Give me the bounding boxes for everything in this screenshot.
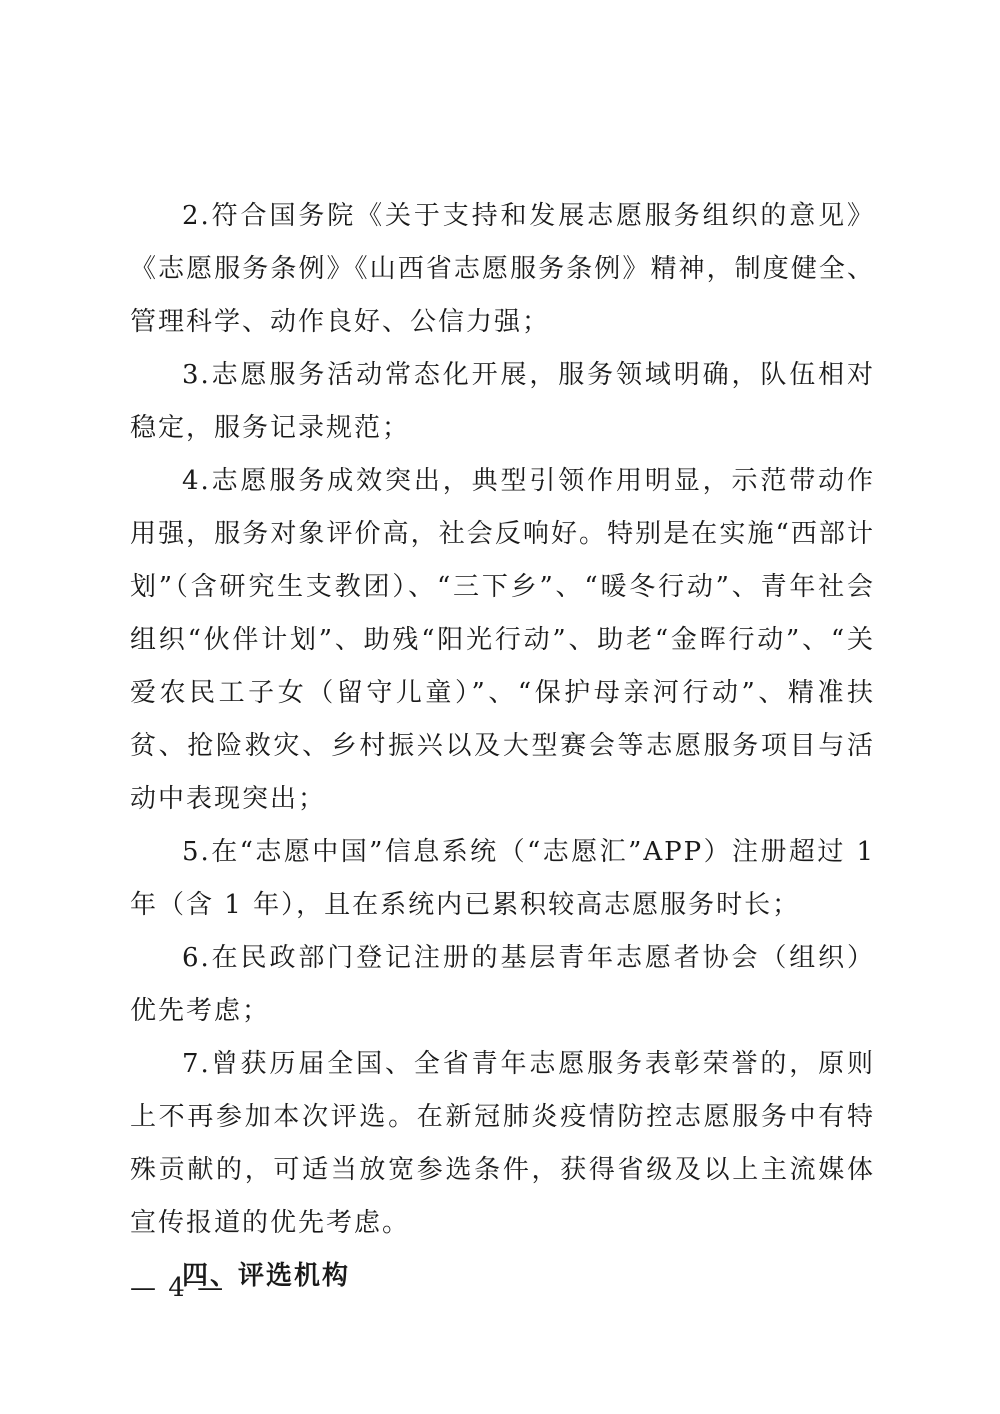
criterion-paragraph-6: 6.在民政部门登记注册的基层青年志愿者协会（组织）优先考虑； (130, 943, 875, 1026)
criterion-paragraph-4: 4.志愿服务成效突出，典型引领作用明显，示范带动作用强，服务对象评价高，社会反响好。特别是在实施“西部计划”（含研究生支教团）、“三下乡”、“暖冬行动”、青年社会组织“伙伴计划”、助残“阳光行动”、助老“金晖行动”、“关爱农民工子女（留守儿童）”、“保护母亲河行动”、精准扶贫、抢险救灾、乡村振兴以及大型赛会等志愿服务项目与活动中表现突出； (130, 466, 875, 814)
section-heading: 四、评选机构 (182, 1261, 351, 1291)
criterion-paragraph-5: 5.在“志愿中国”信息系统（“志愿汇”APP）注册超过 1 年（含 1 年），且在系统内已累积较高志愿服务时长； (130, 837, 875, 920)
criterion-paragraph-7: 7.曾获历届全国、全省青年志愿服务表彰荣誉的，原则上不再参加本次评选。在新冠肺炎疫情防控志愿服务中有特殊贡献的，可适当放宽参选条件，获得省级及以上主流媒体宣传报道的优先考虑。 (130, 1049, 875, 1238)
criterion-paragraph-2: 2.符合国务院《关于支持和发展志愿服务组织的意见》《志愿服务条例》《山西省志愿服务条例》精神，制度健全、管理科学、动作良好、公信力强； (130, 201, 875, 337)
document-body (130, 190, 875, 1303)
page-number: — 4 — (130, 1273, 226, 1303)
criterion-paragraph-3: 3.志愿服务活动常态化开展，服务领域明确，队伍相对稳定，服务记录规范； (130, 360, 875, 443)
